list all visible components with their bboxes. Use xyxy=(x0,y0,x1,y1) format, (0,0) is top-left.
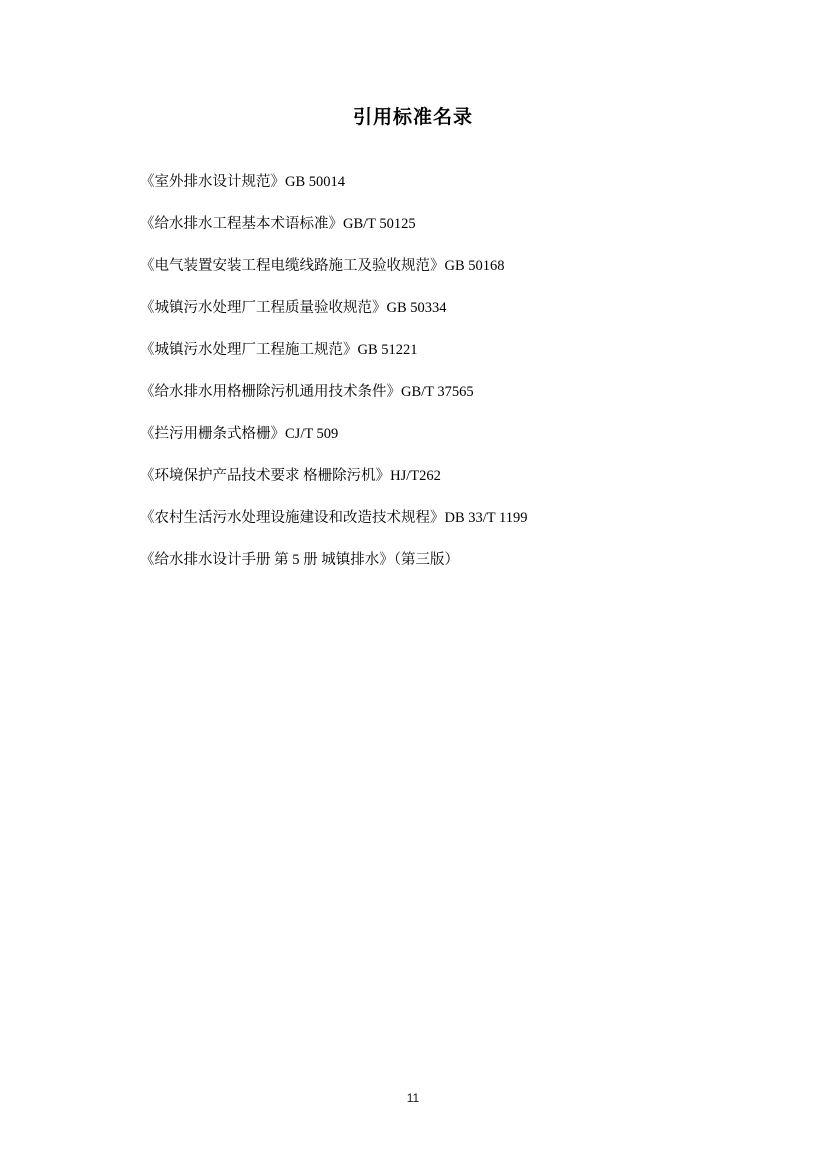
standard-list-item: 《给水排水设计手册 第 5 册 城镇排水》（第三版） xyxy=(140,552,459,568)
standard-list-item: 《电气装置安装工程电缆线路施工及验收规范》GB 50168 xyxy=(140,258,505,274)
standard-list-item: 《室外排水设计规范》GB 50014 xyxy=(140,174,346,190)
standard-list-item: 《给水排水用格栅除污机通用技术条件》GB/T 37565 xyxy=(140,384,474,400)
standard-list-item: 《城镇污水处理厂工程施工规范》GB 51221 xyxy=(140,342,418,358)
page-number: 11 xyxy=(406,1091,420,1105)
standard-list-item: 《城镇污水处理厂工程质量验收规范》GB 50334 xyxy=(140,300,447,316)
standard-list-item: 《农村生活污水处理设施建设和改造技术规程》DB 33/T 1199 xyxy=(140,510,528,526)
standard-list-item: 《环境保护产品技术要求 格栅除污机》HJ/T262 xyxy=(140,468,441,484)
page-title: 引用标准名录 xyxy=(352,107,473,128)
standard-list-item: 《拦污用栅条式格栅》CJ/T 509 xyxy=(140,426,339,442)
standards-list xyxy=(140,161,826,581)
standard-list-item: 《给水排水工程基本术语标准》GB/T 50125 xyxy=(140,216,416,232)
